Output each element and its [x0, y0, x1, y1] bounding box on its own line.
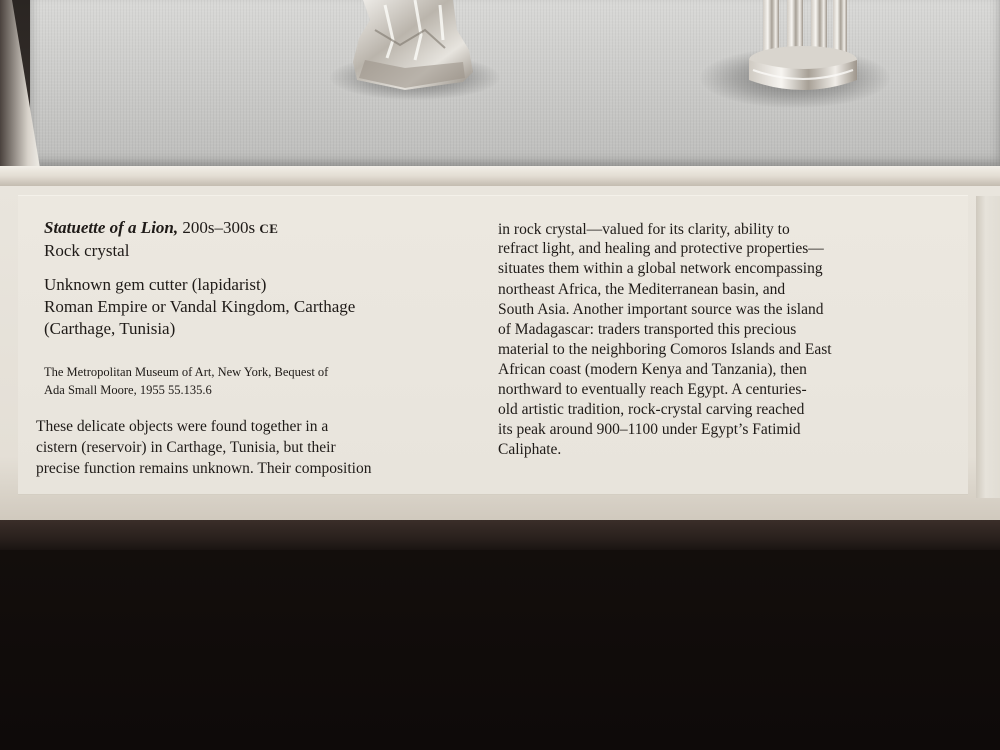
description-col2-line: of Madagascar: traders transported this precious	[498, 321, 797, 338]
description-col2-line: situates them within a global network encompassing	[498, 260, 823, 277]
object-date: 200s–300s	[178, 218, 260, 237]
description-col2-line: African coast (modern Kenya and Tanzania), then	[498, 361, 807, 378]
object-origin-line-1: Roman Empire or Vandal Kingdom, Carthage	[44, 297, 356, 316]
credit-line-2: Ada Small Moore, 1955 55.135.6	[44, 383, 212, 397]
description-col2-line: Caliphate.	[498, 441, 562, 458]
description-col2-line: material to the neighboring Comoros Islands and East	[498, 341, 832, 358]
case-rail	[0, 166, 1000, 188]
description-col2-line: in rock crystal—valued for its clarity, ability to	[498, 221, 790, 238]
description-col2-line: northeast Africa, the Mediterranean basin, and	[498, 281, 786, 298]
description-col2-line: South Asia. Another important source was the island	[498, 301, 824, 318]
adjacent-label-card	[976, 196, 1000, 498]
description-col2-line: old artistic tradition, rock-crystal carving reached	[498, 401, 805, 418]
description-col2-line: its peak around 900–1100 under Egypt’s Fatimid	[498, 421, 801, 438]
credit-line-1: The Metropolitan Museum of Art, New York, Bequest of	[44, 365, 329, 379]
description-col1-line: cistern (reservoir) in Carthage, Tunisia, but their	[36, 439, 336, 456]
case-front-edge	[0, 520, 1000, 550]
crystal-object	[745, 0, 865, 96]
object-origin-line-2: (Carthage, Tunisia)	[44, 319, 176, 338]
description-col2-line: refract light, and healing and protective properties—	[498, 240, 824, 257]
description-col2-line: northward to eventually reach Egypt. A centuries-	[498, 381, 807, 398]
description-col1-line: These delicate objects were found together in a	[36, 418, 329, 435]
description-col1-line: precise function remains unknown. Their composition	[36, 460, 372, 477]
case-base-shadow	[0, 550, 1000, 750]
era-marker: CE	[259, 221, 279, 236]
object-name: Statuette of a Lion,	[44, 218, 179, 237]
object-medium: Rock crystal	[44, 241, 130, 260]
object-title	[44, 219, 278, 236]
lion-statuette	[345, 0, 485, 95]
object-maker: Unknown gem cutter (lapidarist)	[44, 275, 267, 294]
